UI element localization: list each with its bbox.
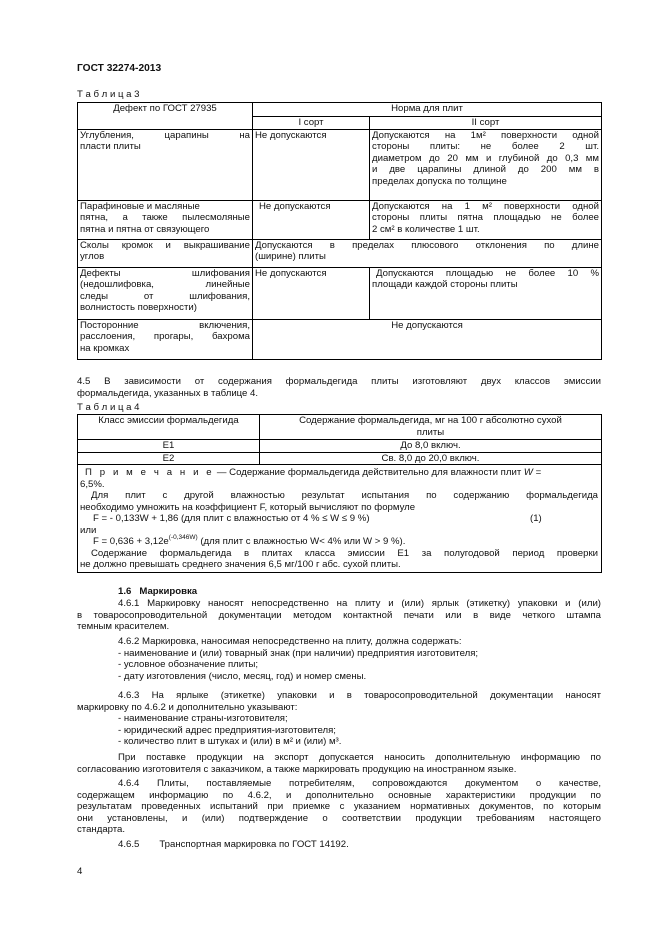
paragraph-4-6-3: 4.6.3 На ярлыке (этикетке) упаковки и в товаросопроводительной документации наносят маркировку по 4.6.2 и дополнительно указывают: - наименование страны-изготовителя; - юридический адрес предприятия-изготовителя; - количество плит в штуках и (или) в м² и (или) м³. — [77, 690, 601, 747]
section-heading: 1.6 Маркировка — [118, 586, 198, 597]
defect-cell: Сколы кромок и выкрашивание углов — [78, 239, 253, 267]
merged-norm-cell: Допускаются в пределах плюсового отклонения по длине (ширине) плиты — [253, 239, 602, 267]
table-row — [78, 129, 602, 200]
col-norm-header: Норма для плит — [253, 103, 602, 117]
sort2-cell: Допускаются на 1м² поверхности одной стороны плиты: не более 2 шт. диаметром до 20 мм и глубиной до 0,3 мм и две царапины длиной до 200 мм в пределах допуска по толщине — [370, 129, 602, 200]
defect-cell: Парафиновые и масляные пятна, а также пылесмоляные пятна и пятна от связующего — [78, 200, 253, 239]
list-item: - условное обозначение плиты; — [118, 659, 259, 670]
merged-norm-cell: Не допускаются — [253, 319, 602, 359]
formula-1-number: (1) — [530, 513, 542, 524]
defect-cell: Посторонние включения, расслоения, прогары, бахрома на кромках — [78, 319, 253, 359]
paragraph-4-6-4: 4.6.4 Плиты, поставляемые потребителям, сопровождаются документом о качестве, содержащем информацию по 4.6.2, и дополнительно основные характеристики продукции по результатам проведенных испытаний при приемке с указанием нормативных документов, по которым они установлены, и (или) подтверждение о соответствии продукции требованиям настоящего стандарта. — [77, 778, 601, 835]
table-note-cell: П р и м е ч а н и е — Содержание формальдегида действительно для влажности плит W = 6,5%. Для плит с другой влажностью результат испытания по содержанию формальдегида необходимо умножить на коэффициент F, который вычисляют по формуле F = - 0,133W + 1,86 (для плит с влажностью от 4 % ≤ W ≤ 9 %) (1) или $F = 0,636 + 3,12e^{(-0,346W)}$ (для плит с влажностью W< 4% или W > 9 %). Содержание формальдегида в плитах класса эмиссии Е1 за полугодовой период проверки не должно превышать среднего значения 6,5 мг/100 г абс. сухой плиты. — [78, 465, 602, 573]
formula-1: F = - 0,133W + 1,86 (для плит с влажностью от 4 % ≤ W ≤ 9 %) — [93, 513, 370, 524]
table-row — [78, 200, 602, 239]
document-header: ГОСТ 32274-2013 — [77, 63, 162, 74]
sort1-cell: Не допускаются — [253, 129, 370, 200]
table-row — [78, 452, 602, 465]
class-cell: Е2 — [78, 452, 260, 465]
formula-2: $F = 0,636 + 3,12e^{(-0,346W)}$ (для плит с влажностью W< 4% или W > 9 %). — [93, 534, 406, 547]
defects-table — [77, 102, 602, 360]
content-cell: До 8,0 включ. — [260, 440, 602, 453]
table-row — [78, 267, 602, 319]
col-content-header: Содержание формальдегида, мг на 100 г абсолютно сухой плиты — [260, 415, 602, 440]
list-item: - наименование страны-изготовителя; — [118, 713, 288, 724]
sort2-cell: Допускаются площадью не более 10 % площади каждой стороны плиты — [370, 267, 602, 319]
list-item: - юридический адрес предприятия-изготовителя; — [118, 724, 336, 736]
sort1-cell: Не допускаются — [253, 200, 370, 239]
col-defect-header: Дефект по ГОСТ 27935 — [78, 103, 253, 130]
col-class-header: Класс эмиссии формальдегида — [78, 415, 260, 440]
content-cell: Св. 8,0 до 20,0 включ. — [260, 452, 602, 465]
paragraph-4-5: 4.5 В зависимости от содержания формальдегида плиты изготовляют двух классов эмиссии формальдегида, указанных в таблице 4. — [77, 376, 601, 399]
col-sort1-header: I сорт — [253, 117, 370, 130]
col-sort2-header: II сорт — [370, 117, 602, 130]
sort1-cell: Не допускаются — [253, 267, 370, 319]
list-item: - количество плит в штуках и (или) в м² и (или) м³. — [118, 736, 342, 747]
table-row — [78, 319, 602, 359]
defect-cell: Дефекты шлифования (недошлифовка, линейные следы от шлифования, волнистость поверхности) — [78, 267, 253, 319]
sort2-cell: Допускаются на 1 м² поверхности одной стороны плиты пятна площадью не более 2 см² в количестве 1 шт. — [370, 200, 602, 239]
table-row — [78, 440, 602, 453]
list-item: - наименование и (или) товарный знак (при наличии) предприятия изготовителя; — [118, 647, 479, 659]
list-item: - дату изготовления (число, месяц, год) и номер смены. — [118, 670, 367, 682]
page-number: 4 — [77, 866, 83, 877]
paragraph-4-6-2: 4.6.2 Маркировка, наносимая непосредственно на плиту, должна содержать: - наименование и (или) товарный знак (при наличии) предприятия изготовителя; - условное обозначение плиты; - дату изготовления (число, месяц, год) и номер смены. — [77, 636, 601, 682]
table-4-caption: Т а б л и ц а 4 — [77, 402, 140, 413]
paragraph-4-6-1: 4.6.1 Маркировку наносят непосредственно на плиту и (или) ярлык (этикетку) упаковки и (или) в товаросопроводительной документации методом контактной печати или в виде четкого штампа темным красителем. — [77, 598, 601, 632]
table-3-caption: Т а б л и ц а 3 — [77, 89, 140, 100]
paragraph-4-6-5: 4.6.5 Транспортная маркировка по ГОСТ 14192. — [118, 839, 349, 850]
note-label: П р и м е ч а н и е — [85, 467, 215, 478]
table-note-row — [78, 465, 602, 573]
paragraph-export: При поставке продукции на экспорт допускается наносить дополнительную информацию по согласованию изготовителя с заказчиком, а также маркировать продукцию на иностранном языке. — [77, 752, 601, 775]
defect-cell: Углубления, царапины на пласти плиты — [78, 129, 253, 200]
table-row — [78, 239, 602, 267]
emission-classes-table — [77, 414, 602, 573]
class-cell: Е1 — [78, 440, 260, 453]
